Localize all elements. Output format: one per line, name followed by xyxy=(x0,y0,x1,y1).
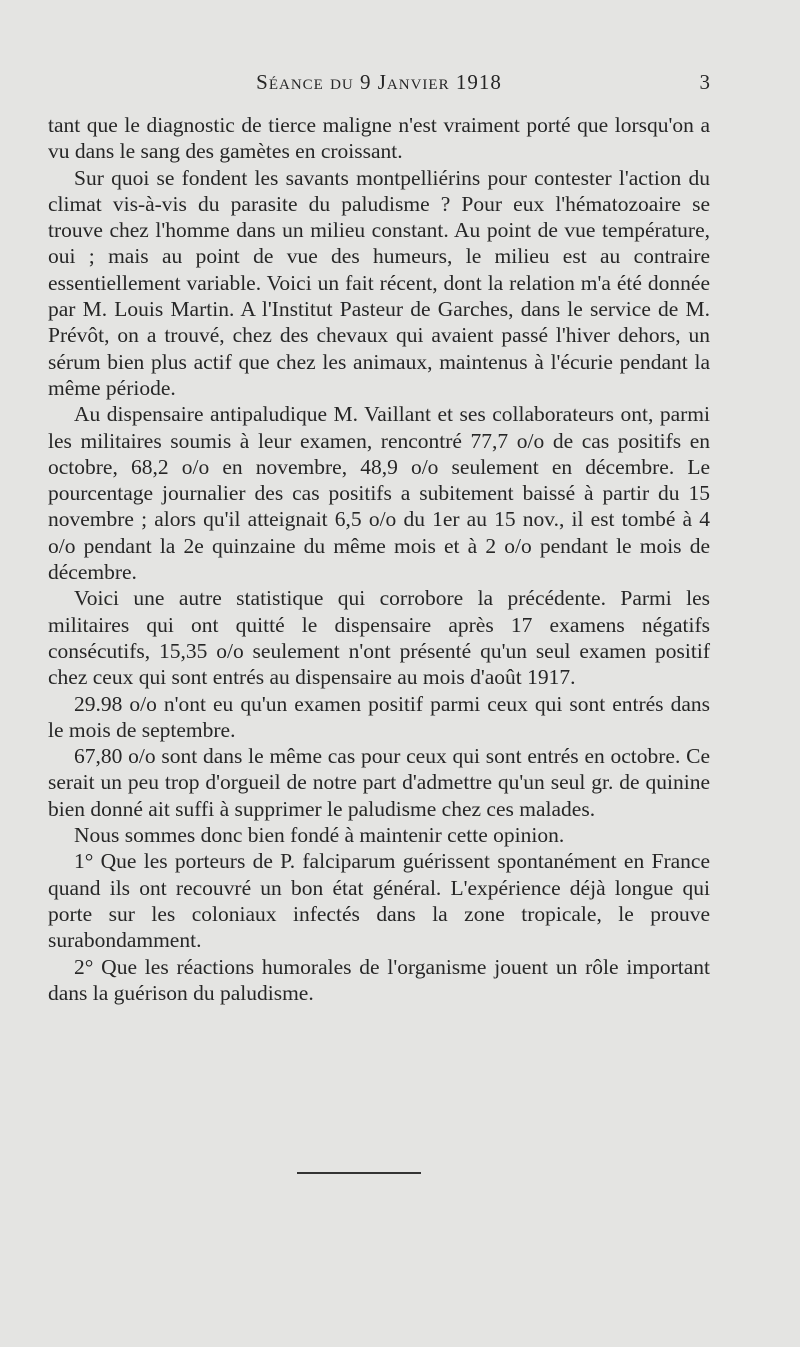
paragraph: 1° Que les porteurs de P. falciparum guérissent spontanément en France quand ils ont recouvré un bon état général. L'expérience déjà longue qui porte sur les coloniaux infectés dans la zone tropicale, le prouve surabondamment. xyxy=(48,849,710,953)
paragraph: tant que le diagnostic de tierce maligne n'est vraiment porté que lorsqu'on a vu dans le sang des gamètes en croissant. xyxy=(48,113,710,164)
running-header xyxy=(48,70,710,104)
paragraph: Nous sommes donc bien fondé à maintenir cette opinion. xyxy=(74,823,565,848)
closing-rule xyxy=(297,1172,421,1174)
running-title: Séance du 9 Janvier 1918 xyxy=(256,70,502,94)
paragraph: Sur quoi se fondent les savants montpelliérins pour contester l'action du climat vis-à-vis du parasite du paludisme ? Pour eux l'hématozoaire se trouve chez l'homme dans un milieu constant. Au point de vue température, oui ; mais au point de vue des humeurs, le milieu est au contraire essentiellement variable. Voici un fait récent, dont la relation m'a été donnée par M. Louis Martin. A l'Institut Pasteur de Garches, dans le service de M. Prévôt, on a trouvé, chez des chevaux qui avaient passé l'hiver dehors, un sérum bien plus actif que chez les animaux, maintenus à l'écurie pendant la même période. xyxy=(48,165,710,400)
paragraph: 67,80 o/o sont dans le même cas pour ceux qui sont entrés en octobre. Ce serait un peu trop d'orgueil de notre part d'admettre qu'un seul gr. de quinine bien donné ait suffi à supprimer le paludisme chez ces malades. xyxy=(48,744,710,821)
page-number: 3 xyxy=(699,70,710,94)
paragraph: 29.98 o/o n'ont eu qu'un examen positif parmi ceux qui sont entrés dans le mois de septembre. xyxy=(48,691,710,742)
paragraph: Au dispensaire antipaludique M. Vaillant et ses collaborateurs ont, parmi les militaires soumis à leur examen, rencontré 77,7 o/o de cas positifs en octobre, 68,2 o/o en novembre, 48,9 o/o seulement en décembre. Le pourcentage journalier des cas positifs a subitement baissé à partir du 15 novembre ; alors qu'il atteignait 6,5 o/o du 1er au 15 nov., il est tombé à 4 o/o pendant la 2e quinzaine du même mois et à 2 o/o pendant le mois de décembre. xyxy=(48,402,710,585)
body-text xyxy=(48,112,710,1006)
paragraph: 2° Que les réactions humorales de l'organisme jouent un rôle important dans la guérison du paludisme. xyxy=(48,954,710,1005)
paragraph: Voici une autre statistique qui corrobore la précédente. Parmi les militaires qui ont quitté le dispensaire après 17 examens négatifs consécutifs, 15,35 o/o seulement n'ont présenté qu'un seul examen positif chez ceux qui sont entrés au dispensaire au mois d'août 1917. xyxy=(48,586,710,690)
